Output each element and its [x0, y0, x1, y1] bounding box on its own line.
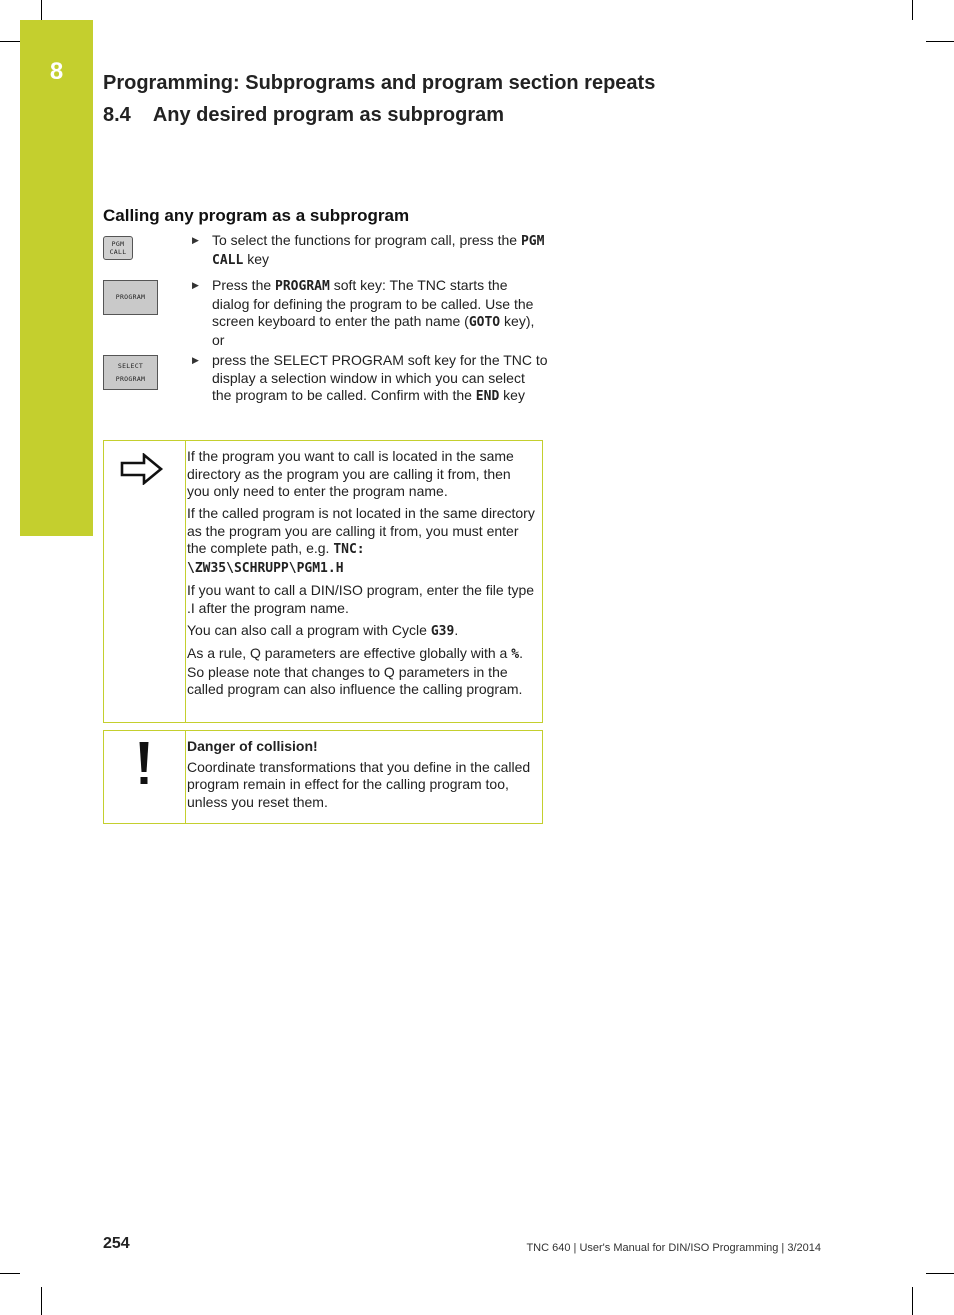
step-text: press the SELECT PROGRAM soft key for the TNC to display a selection window in which you can select the program to be called. Confirm with the END key [212, 352, 548, 404]
step-text: To select the functions for program call, press the PGM CALL key [212, 232, 545, 268]
note-paragraph: If the called program is not located in the same directory as the program you are calling it from, you must enter the complete path, e.g. TNC: \ZW35\SCHRUPP\PGM1.H [187, 505, 535, 577]
step-item [192, 352, 548, 406]
exclamation-icon [137, 741, 151, 787]
warning-content [187, 738, 537, 816]
crop-mark [0, 1273, 20, 1274]
page-number: 254 [103, 1235, 130, 1252]
note-box [103, 440, 543, 723]
program-softkey-icon [103, 280, 158, 315]
warning-title: Danger of collision! [187, 738, 318, 754]
note-paragraph: If the program you want to call is located in the same directory as the program you are calling it from, then you only need to enter the program name. [187, 448, 514, 500]
crop-mark [41, 0, 42, 20]
key-label: CALL [109, 248, 127, 256]
box-divider [185, 731, 186, 823]
section-title-text: Any desired program as subprogram [152, 104, 505, 126]
pgm-call-key-icon [103, 236, 133, 260]
arrow-right-icon [120, 453, 164, 485]
arrow-bullet-icon: ▶ [192, 355, 199, 365]
section-number: 8.4 [103, 104, 131, 126]
section-title [103, 104, 504, 127]
crop-mark [912, 0, 913, 20]
note-paragraph: If you want to call a DIN/ISO program, enter the file type .I after the program name. [187, 582, 535, 616]
note-content [187, 448, 537, 703]
crop-mark [0, 41, 20, 42]
chapter-title: Programming: Subprograms and program section repeats [103, 72, 656, 94]
subheading: Calling any program as a subprogram [103, 206, 410, 225]
crop-mark [41, 1287, 42, 1315]
box-divider [185, 441, 186, 722]
crop-mark [926, 41, 954, 42]
footer-reference: TNC 640 | User's Manual for DIN/ISO Programming | 3/2014 [526, 1242, 821, 1254]
arrow-bullet-icon: ▶ [192, 280, 199, 290]
arrow-bullet-icon: ▶ [192, 235, 199, 245]
note-paragraph: You can also call a program with Cycle G39. [187, 621, 459, 639]
note-paragraph: As a rule, Q parameters are effective globally with a %. So please note that changes to Q parameters in the called program can also influence the calling program. [187, 644, 523, 698]
crop-mark [926, 1273, 954, 1274]
key-label: PROGRAM [115, 374, 146, 383]
chapter-number: 8 [49, 58, 64, 85]
step-text: Press the PROGRAM soft key: The TNC starts the dialog for defining the program to be called. Use the screen keyboard to enter the path name (GOTO key), or [212, 277, 535, 348]
crop-mark [912, 1287, 913, 1315]
key-label: PROGRAM [115, 293, 146, 301]
select-program-softkey-icon [103, 355, 158, 390]
step-item [192, 232, 548, 269]
warning-body: Coordinate transformations that you define in the called program remain in effect for the calling program too, unless you reset them. [187, 758, 531, 810]
chapter-tab [20, 20, 93, 536]
key-label: PGM [111, 240, 125, 248]
warning-box [103, 730, 543, 824]
key-label: SELECT [117, 361, 144, 370]
step-item [192, 277, 548, 349]
